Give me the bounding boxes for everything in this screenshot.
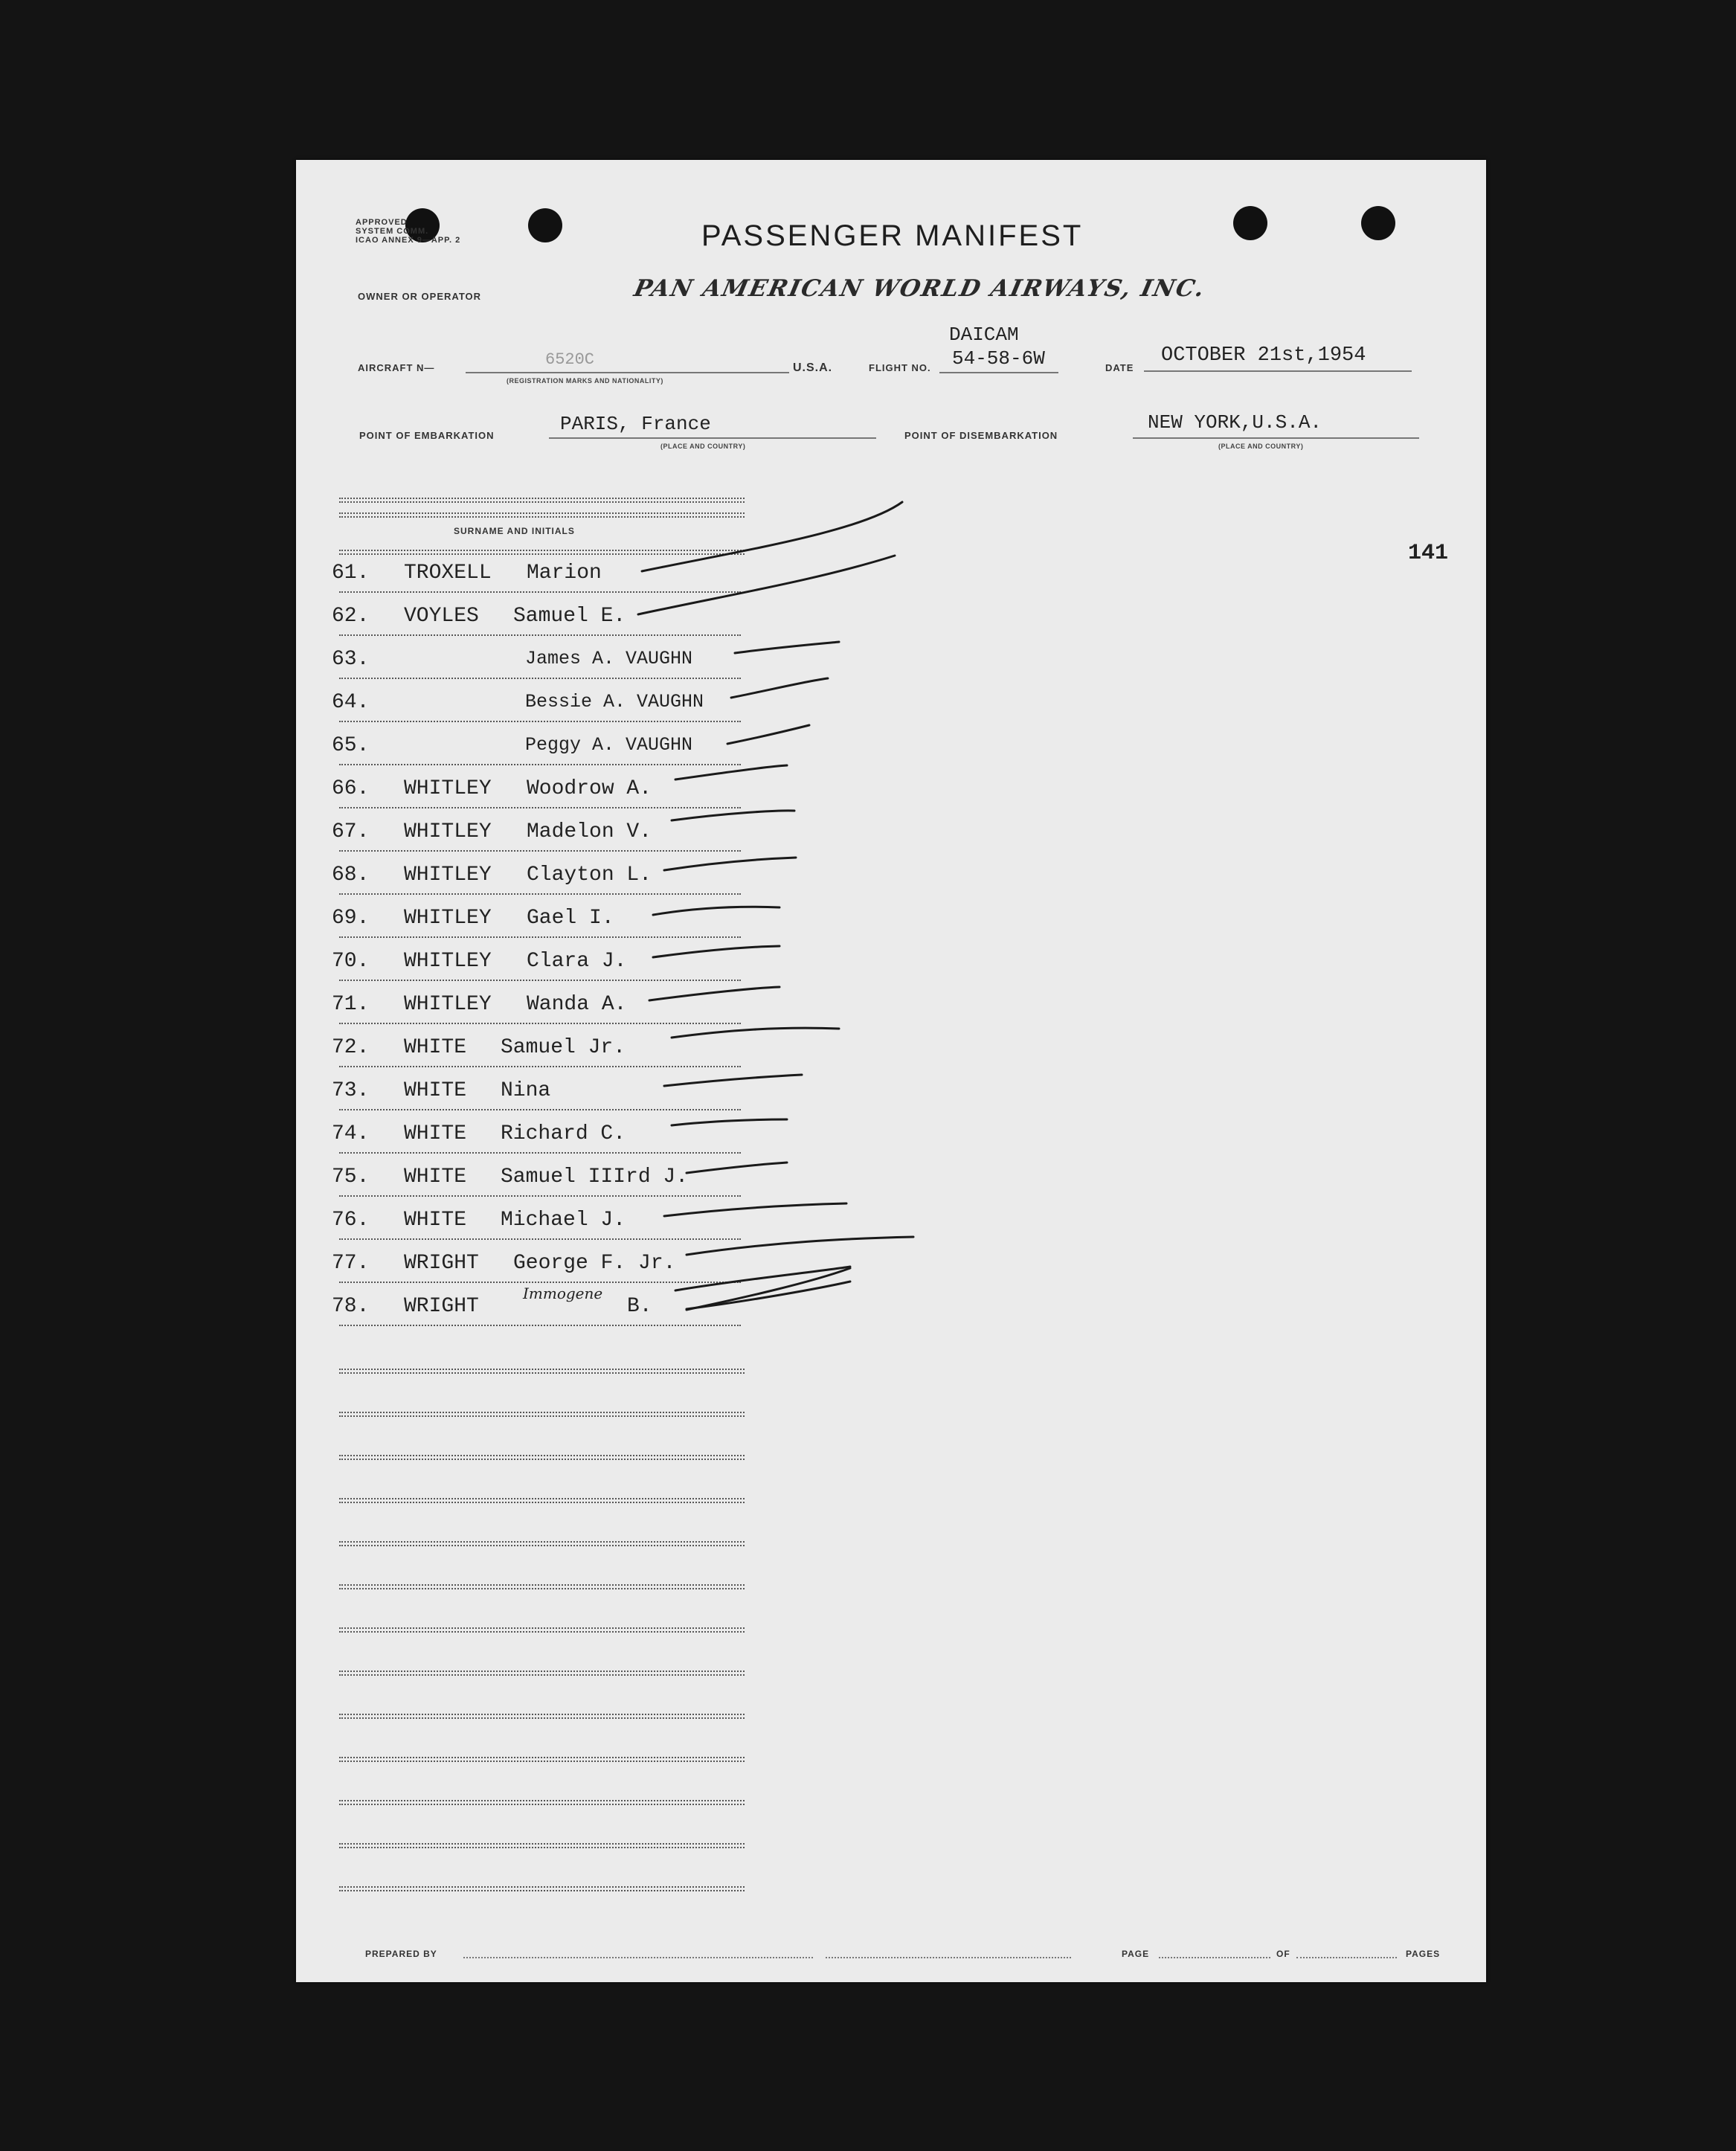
row-rule <box>339 591 741 593</box>
given-names: Madelon V. <box>527 820 652 843</box>
page-number-rule <box>1159 1957 1270 1958</box>
approval-line-3: ICAO ANNEX 9—APP. 2 <box>356 236 461 245</box>
row-number: 64. <box>332 691 370 714</box>
blank-rule <box>339 1584 745 1589</box>
row-rule <box>339 936 741 938</box>
given-names: George F. Jr. <box>513 1252 676 1275</box>
row-rule <box>339 721 741 722</box>
surname: WHITLEY <box>404 820 492 843</box>
given-names: Nina <box>501 1079 551 1102</box>
page-rule <box>826 1957 1071 1958</box>
row-number: 72. <box>332 1036 370 1059</box>
given-names: Gael I. <box>527 907 614 930</box>
surname: WHITLEY <box>404 777 492 800</box>
row-rule <box>339 1238 741 1240</box>
given-names: Clara J. <box>527 950 627 973</box>
blank-rule <box>339 1455 745 1460</box>
given-names: Peggy A. VAUGHN <box>525 734 693 756</box>
given-names: Michael J. <box>501 1209 626 1232</box>
row-number: 75. <box>332 1165 370 1189</box>
check-stroke <box>653 907 779 915</box>
aircraft-label: AIRCRAFT N— <box>358 362 435 373</box>
given-names: Samuel E. <box>513 605 626 628</box>
surname: VOYLES <box>404 605 479 628</box>
header-double-rule-1 <box>339 498 745 503</box>
row-number: 62. <box>332 605 370 628</box>
nationality: U.S.A. <box>793 361 833 374</box>
row-rule <box>339 850 741 852</box>
disembarkation-label: POINT OF DISEMBARKATION <box>904 430 1058 441</box>
row-rule <box>339 1195 741 1197</box>
given-names: Clayton L. <box>527 864 652 887</box>
surname: WHITLEY <box>404 864 492 887</box>
row-rule <box>339 634 741 636</box>
manifest-title: PASSENGER MANIFEST <box>701 219 1084 252</box>
row-number: 61. <box>332 562 370 585</box>
header-rule-bottom <box>339 550 745 555</box>
check-stroke <box>727 725 809 744</box>
aircraft-value: 6520C <box>545 350 595 369</box>
date-label: DATE <box>1105 362 1134 373</box>
blank-rule <box>339 1412 745 1417</box>
approval-line-1: APPROVED <box>356 218 408 227</box>
row-number: 78. <box>332 1295 370 1318</box>
date-rule <box>1144 370 1412 372</box>
check-stroke <box>653 946 779 957</box>
row-number: 68. <box>332 864 370 887</box>
punch-hole-3 <box>1233 206 1267 240</box>
check-stroke <box>664 1203 846 1216</box>
embarkation-rule <box>549 437 876 439</box>
row-number: 77. <box>332 1252 370 1275</box>
row-number: 73. <box>332 1079 370 1102</box>
embarkation-label: POINT OF EMBARKATION <box>359 430 495 441</box>
punch-hole-4 <box>1361 206 1395 240</box>
check-stroke <box>675 1267 850 1290</box>
prepared-by-label: PREPARED BY <box>365 1949 437 1959</box>
blank-rule <box>339 1671 745 1676</box>
row-rule <box>339 980 741 981</box>
blank-rule <box>339 1843 745 1848</box>
disembarkation-rule <box>1133 437 1419 439</box>
given-names: Samuel IIIrd J. <box>501 1165 689 1189</box>
surname: WHITLEY <box>404 907 492 930</box>
given-names: Richard C. <box>501 1122 626 1145</box>
check-stroke <box>638 556 895 614</box>
surname: WRIGHT <box>404 1295 479 1318</box>
punch-hole-2 <box>528 208 562 242</box>
flight-rule <box>939 372 1058 373</box>
surname: WHITE <box>404 1209 467 1232</box>
given-names: Bessie A. VAUGHN <box>525 691 704 713</box>
given-names: Marion <box>527 562 602 585</box>
check-stroke <box>675 765 787 779</box>
of-label: OF <box>1276 1949 1290 1959</box>
aircraft-sublabel: (REGISTRATION MARKS AND NATIONALITY) <box>507 377 663 385</box>
row-number: 69. <box>332 907 370 930</box>
prepared-by-rule <box>463 1957 813 1958</box>
row-rule <box>339 893 741 895</box>
row-rule <box>339 807 741 808</box>
blank-rule <box>339 1541 745 1546</box>
pages-label: PAGES <box>1406 1949 1441 1959</box>
check-stroke <box>672 1028 839 1038</box>
check-stroke <box>735 642 839 653</box>
surname: WHITLEY <box>404 950 492 973</box>
row-number: 71. <box>332 993 370 1016</box>
check-stroke <box>687 1268 850 1310</box>
surname: WHITE <box>404 1079 467 1102</box>
operator-name: PAN AMERICAN WORLD AIRWAYS, INC. <box>631 275 1208 302</box>
owner-label: OWNER OR OPERATOR <box>358 291 482 302</box>
surname: WHITE <box>404 1122 467 1145</box>
date-value: OCTOBER 21st,1954 <box>1161 344 1366 367</box>
row-rule <box>339 1325 741 1326</box>
check-stroke <box>687 1163 787 1173</box>
check-stroke <box>672 1119 787 1125</box>
row-rule <box>339 764 741 765</box>
given-names: B. <box>627 1295 652 1318</box>
check-stroke <box>664 1075 802 1086</box>
disembarkation-value: NEW YORK,U.S.A. <box>1148 411 1322 434</box>
flight-label: FLIGHT NO. <box>869 362 931 373</box>
approval-note <box>356 218 460 245</box>
row-rule <box>339 1282 741 1283</box>
check-stroke <box>672 811 794 820</box>
given-names: Samuel Jr. <box>501 1036 626 1059</box>
aircraft-rule <box>466 372 789 373</box>
page-label: PAGE <box>1122 1949 1150 1959</box>
given-names: James A. VAUGHN <box>525 648 693 669</box>
blank-rule <box>339 1498 745 1503</box>
row-number: 74. <box>332 1122 370 1145</box>
row-number: 66. <box>332 777 370 800</box>
embarkation-value: PARIS, France <box>560 413 711 435</box>
surname: WHITLEY <box>404 993 492 1016</box>
row-number: 67. <box>332 820 370 843</box>
given-names: Woodrow A. <box>527 777 652 800</box>
check-stroke <box>649 987 779 1000</box>
row-number: 70. <box>332 950 370 973</box>
side-mark: 141 <box>1408 541 1449 566</box>
column-header: SURNAME AND INITIALS <box>454 526 575 536</box>
row-rule <box>339 1109 741 1110</box>
row-rule <box>339 1066 741 1067</box>
given-names: Wanda A. <box>527 993 627 1016</box>
surname: TROXELL <box>404 562 492 585</box>
row-number: 63. <box>332 648 370 671</box>
row-number: 76. <box>332 1209 370 1232</box>
check-stroke <box>687 1282 850 1309</box>
blank-rule <box>339 1627 745 1633</box>
blank-rule <box>339 1714 745 1719</box>
disembarkation-sublabel: (PLACE AND COUNTRY) <box>1218 443 1304 450</box>
manifest-page <box>296 160 1486 1982</box>
embarkation-sublabel: (PLACE AND COUNTRY) <box>660 443 746 450</box>
row-number: 65. <box>332 734 370 757</box>
row-rule <box>339 1023 741 1024</box>
of-rule <box>1296 1957 1397 1958</box>
blank-rule <box>339 1369 745 1374</box>
approval-line-2: SYSTEM COMM. <box>356 227 429 236</box>
flight-value-top: DAICAM <box>949 324 1019 346</box>
row-rule <box>339 1152 741 1154</box>
surname: WRIGHT <box>404 1252 479 1275</box>
flight-value: 54-58-6W <box>952 347 1045 370</box>
check-stroke <box>731 678 828 698</box>
surname: WHITE <box>404 1165 467 1189</box>
blank-rule <box>339 1886 745 1891</box>
check-stroke <box>664 858 796 870</box>
handwritten-given-name: Immogene <box>523 1285 603 1302</box>
header-double-rule-2 <box>339 512 745 518</box>
surname: WHITE <box>404 1036 467 1059</box>
blank-rule <box>339 1757 745 1762</box>
row-rule <box>339 678 741 679</box>
blank-rule <box>339 1800 745 1805</box>
